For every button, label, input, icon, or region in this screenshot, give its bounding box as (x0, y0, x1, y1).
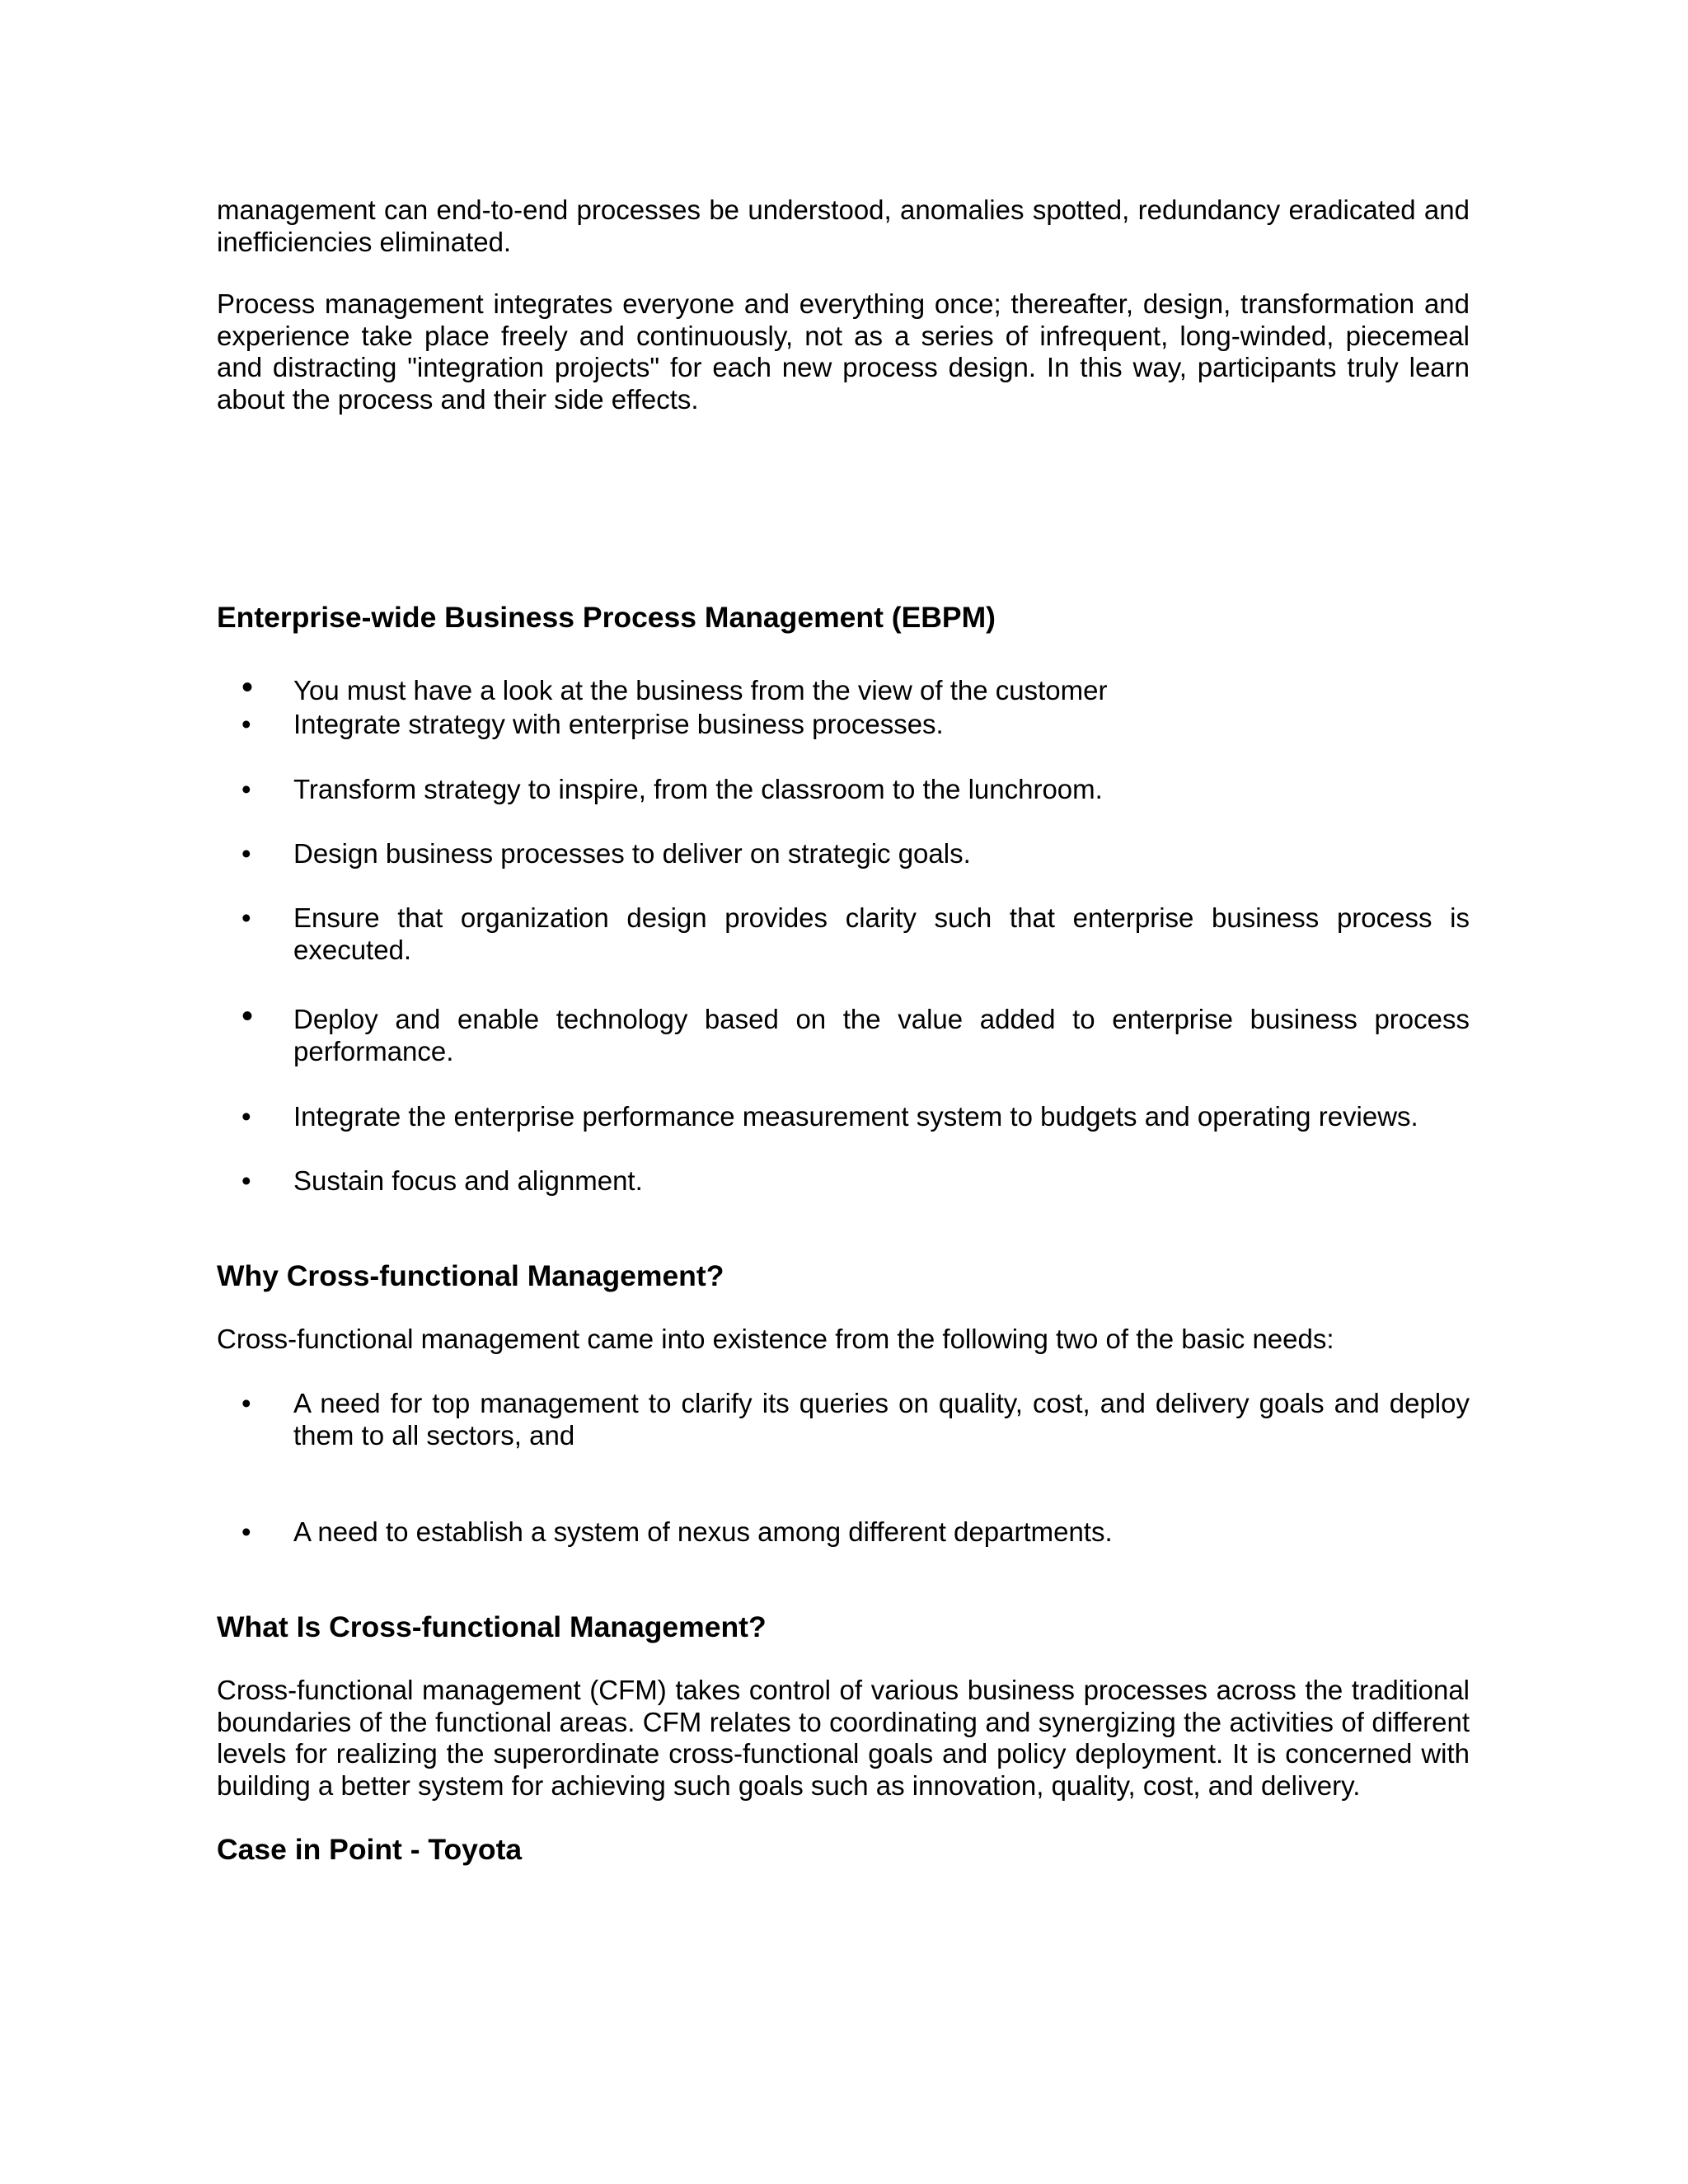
list-item (217, 902, 1470, 968)
list-item-text: Deploy and enable technology based on the value added to enterprise business process performance. (293, 1004, 1470, 1066)
list-item (217, 998, 1470, 1070)
intro-paragraph-1: management can end-to-end processes be understood, anomalies spotted, redundancy eradicated and inefficiencies eliminated. (217, 194, 1470, 257)
list-item-text: Ensure that organization design provides clarity such that enterprise business process is executed. (293, 902, 1470, 965)
list-item-text: Integrate strategy with enterprise business processes. (293, 709, 944, 739)
list-item-text: Transform strategy to inspire, from the classroom to the lunchroom. (293, 774, 1103, 804)
list-item-text: Integrate the enterprise performance measurement system to budgets and operating reviews. (293, 1101, 1418, 1132)
list-item (217, 709, 1470, 742)
bullet-icon: • (241, 902, 251, 933)
bullet-icon: • (241, 998, 254, 1034)
list-item (217, 1388, 1470, 1454)
list-item-text: Design business processes to deliver on strategic goals. (293, 838, 971, 869)
list-item (217, 669, 1470, 708)
what-cfm-heading: What Is Cross-functional Management? (217, 1610, 767, 1643)
why-cfm-intro: Cross-functional management came into existence from the following two of the basic needs: (217, 1324, 1334, 1354)
bullet-icon: • (241, 1516, 251, 1547)
list-item (217, 774, 1470, 807)
list-item (217, 1516, 1470, 1549)
list-item (217, 1101, 1470, 1134)
list-item-text: You must have a look at the business from the view of the customer (293, 675, 1108, 705)
ebpm-heading: Enterprise-wide Business Process Management (EBPM) (217, 601, 996, 634)
bullet-icon: • (241, 1165, 251, 1196)
list-item (217, 1165, 1470, 1198)
list-item-text: A need for top management to clarify its queries on quality, cost, and delivery goals and deploy them to all sectors, and (293, 1388, 1470, 1451)
bullet-icon: • (241, 709, 251, 739)
bullet-icon: • (241, 669, 254, 705)
why-cfm-heading: Why Cross-functional Management? (217, 1259, 724, 1292)
list-item-text: Sustain focus and alignment. (293, 1165, 643, 1196)
bullet-icon: • (241, 838, 251, 869)
list-item-text: A need to establish a system of nexus among different departments. (293, 1516, 1113, 1547)
case-in-point-heading: Case in Point - Toyota (217, 1833, 523, 1866)
bullet-icon: • (241, 1388, 251, 1418)
bullet-icon: • (241, 1101, 251, 1132)
what-cfm-paragraph: Cross-functional management (CFM) takes control of various business processes across the traditional boundaries of the functional areas. CFM relates to coordinating and synergizing the activities of different levels for realizing the superordinate cross-functional goals and policy deployment. It is concerned with building a better system for achieving such goals such as innovation, quality, cost, and delivery. (217, 1675, 1470, 1801)
list-item (217, 838, 1470, 871)
bullet-icon: • (241, 774, 251, 804)
intro-paragraph-2: Process management integrates everyone and everything once; thereafter, design, transformation and experience take place freely and continuously, not as a series of infrequent, long-winded, piecemeal and distracting "integration projects" for each new process design. In this way, participants truly learn about the process and their side effects. (217, 288, 1470, 415)
